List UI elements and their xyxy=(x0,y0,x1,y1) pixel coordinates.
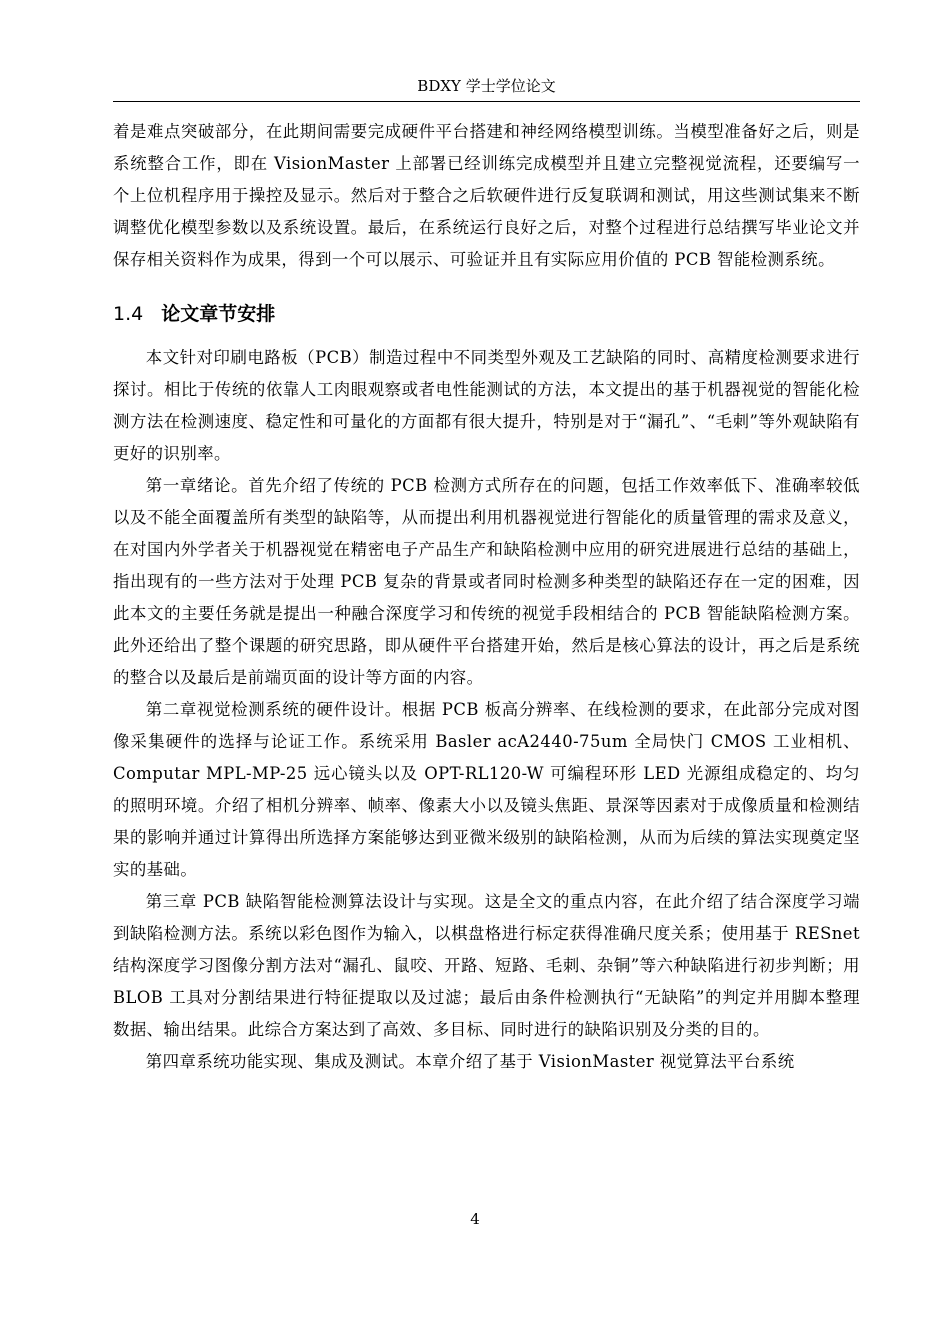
section-heading xyxy=(113,298,860,330)
paragraph: 第一章绪论。首先介绍了传统的 PCB 检测方式所存在的问题，包括工作效率低下、准确率较低以及不能全面覆盖所有类型的缺陷等，从而提出利用机器视觉进行智能化的质量管理的需求及意义，在对国内外学者关于机器视觉在精密电子产品生产和缺陷检测中应用的研究进展进行总结的基础上，指出现有的一些方法对于处理 PCB 复杂的背景或者同时检测多种类型的缺陷还存在一定的困难，因此本文的主要任务就是提出一种融合深度学习和传统的视觉手段相结合的 PCB 智能缺陷检测方案。此外还给出了整个课题的研究思路，即从硬件平台搭建开始，然后是核心算法的设计，再之后是系统的整合以及最后是前端页面的设计等方面的内容。 xyxy=(113,476,860,687)
paragraph: 着是难点突破部分，在此期间需要完成硬件平台搭建和神经网络模型训练。当模型准备好之后，则是系统整合工作，即在 VisionMaster 上部署已经训练完成模型并且建立完整视觉流程，还要编写一个上位机程序用于操控及显示。然后对于整合之后软硬件进行反复联调和测试，用这些测试集来不断调整优化模型参数以及系统设置。最后，在系统运行良好之后，对整个过程进行总结撰写毕业论文并保存相关资料作为成果，得到一个可以展示、可验证并且有实际应用价值的 PCB 智能检测系统。 xyxy=(113,122,860,269)
paragraph: 第二章视觉检测系统的硬件设计。根据 PCB 板高分辨率、在线检测的要求，在此部分完成对图像采集硬件的选择与论证工作。系统采用 Basler acA2440-75um 全局快门 CMOS 工业相机、Computar MPL-MP-25 远心镜头以及 OPT-RL120-W 可编程环形 LED 光源组成稳定的、均匀的照明环境。介绍了相机分辨率、帧率、像素大小以及镜头焦距、景深等因素对于成像质量和检测结果的影响并通过计算得出所选择方案能够达到亚微米级别的缺陷检测，从而为后续的算法实现奠定坚实的基础。 xyxy=(113,700,860,879)
paragraph: 第三章 PCB 缺陷智能检测算法设计与实现。这是全文的重点内容，在此介绍了结合深度学习端到缺陷检测方法。系统以彩色图作为输入，以棋盘格进行标定获得准确尺度关系；使用基于 RESnet 结构深度学习图像分割方法对“漏孔、鼠咬、开路、短路、毛刺、杂铜”等六种缺陷进行初步判断；用 BLOB 工具对分割结果进行特征提取以及过滤；最后由条件检测执行“无缺陷”的判定并用脚本整理数据、输出结果。此综合方案达到了高效、多目标、同时进行的缺陷识别及分类的目的。 xyxy=(113,892,860,1039)
header-rule xyxy=(113,101,860,102)
body-text xyxy=(113,116,860,1078)
section-number: 1.4 xyxy=(113,303,144,325)
running-header: BDXY 学士学位论文 xyxy=(417,77,556,95)
paragraph: 第四章系统功能实现、集成及测试。本章介绍了基于 VisionMaster 视觉算法平台系统 xyxy=(145,1052,795,1071)
paragraph: 本文针对印刷电路板（PCB）制造过程中不同类型外观及工艺缺陷的同时、高精度检测要求进行探讨。相比于传统的依靠人工肉眼观察或者电性能测试的方法，本文提出的基于机器视觉的智能化检测方法在检测速度、稳定性和可量化的方面都有很大提升，特别是对于“漏孔”、“毛刺”等外观缺陷有更好的识别率。 xyxy=(113,348,860,463)
section-title: 论文章节安排 xyxy=(161,303,276,325)
page-number: 4 xyxy=(470,1210,480,1228)
section-spacer xyxy=(113,276,860,298)
section-spacer xyxy=(113,330,860,342)
